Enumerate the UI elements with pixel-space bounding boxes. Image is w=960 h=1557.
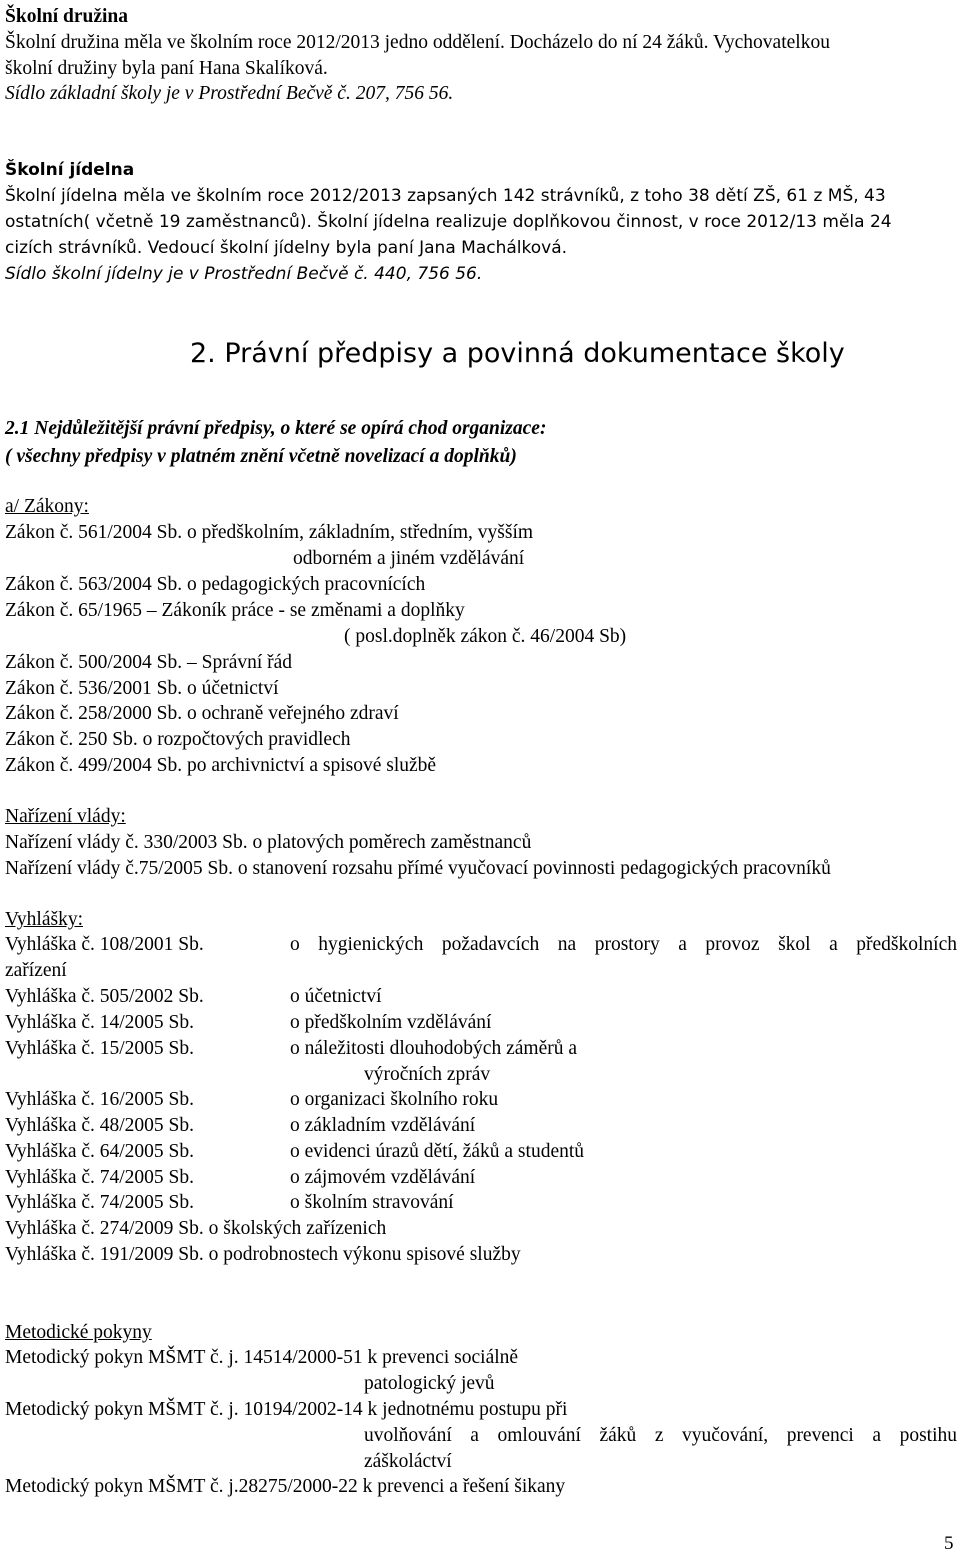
zakon-line: Zákon č. 500/2004 Sb. – Správní řád [5, 652, 293, 673]
vyhlaska-desc: o náležitosti dlouhodobých záměrů a [290, 1038, 577, 1059]
vyhlasky-heading: Vyhlášky: [5, 909, 83, 930]
jidelna-text-line-1: Školní jídelna měla ve školním roce 2012/2013 zapsaných 142 strávníků, z toho 38 dětí ZŠ, 61 z MŠ, 43 [5, 186, 886, 206]
zakon-line: Zákon č. 258/2000 Sb. o ochraně veřejného zdraví [5, 703, 399, 724]
zakon-line: Zákon č. 499/2004 Sb. po archivnictví a spisové službě [5, 755, 437, 776]
vyhlaska-desc: o zájmovém vzdělávání [290, 1167, 476, 1188]
vyhlaska-desc: o hygienických požadavcích na prostory a provoz škol a předškolních [290, 934, 957, 955]
vyhlaska-desc: o školním stravování [290, 1192, 454, 1213]
zakon-line: Zákon č. 65/1965 – Zákoník práce - se změnami a doplňky [5, 600, 465, 621]
zakon-line-continuation: ( posl.doplněk zákon č. 46/2004 Sb) [344, 626, 627, 647]
section-heading: 2. Právní předpisy a povinná dokumentace školy [190, 338, 845, 369]
vyhlaska-code: Vyhláška č. 15/2005 Sb. [5, 1038, 195, 1059]
vyhlaska-line: Vyhláška č. 191/2009 Sb. o podrobnostech výkonu spisové služby [5, 1244, 521, 1265]
zakon-line: Zákon č. 250 Sb. o rozpočtových pravidlech [5, 729, 351, 750]
metodicky-pokyn-line: Metodický pokyn MŠMT č. j. 10194/2002-14 k jednotnému postupu při [5, 1399, 568, 1420]
zakon-line-continuation: odborném a jiném vzdělávání [293, 548, 525, 569]
vyhlaska-code: Vyhláška č. 505/2002 Sb. [5, 986, 204, 1007]
vyhlaska-code: Vyhláška č. 74/2005 Sb. [5, 1167, 195, 1188]
narizeni-line: Nařízení vlády č.75/2005 Sb. o stanovení rozsahu přímé vyučovací povinnosti pedagogických pracovníků [5, 858, 831, 879]
vyhlaska-code: Vyhláška č. 74/2005 Sb. [5, 1192, 195, 1213]
page-number: 5 [944, 1533, 954, 1554]
jidelna-title: Školní jídelna [5, 160, 135, 180]
metodicky-pokyn-continuation: záškoláctví [364, 1451, 452, 1472]
druzina-text-line-1: Školní družina měla ve školním roce 2012/2013 jedno oddělení. Docházelo do ní 24 žáků. Vychovatelkou [5, 32, 830, 53]
jidelna-text-line-2: ostatních( včetně 19 zaměstnanců). Školní jídelna realizuje doplňkovou činnost, v roce 2012/13 měla 24 [5, 212, 892, 232]
vyhlaska-line: Vyhláška č. 274/2009 Sb. o školských zařízenich [5, 1218, 387, 1239]
zakon-line: Zákon č. 563/2004 Sb. o pedagogických pracovnících [5, 574, 426, 595]
druzina-title: Školní družina [5, 6, 129, 27]
vyhlaska-desc: o organizaci školního roku [290, 1089, 499, 1110]
vyhlaska-desc: o základním vzdělávání [290, 1115, 476, 1136]
metodicky-pokyn-continuation: uvolňování a omlouvání žáků z vyučování, prevenci a postihu [364, 1425, 957, 1446]
metodicky-pokyn-line: Metodický pokyn MŠMT č. j.28275/2000-22 k prevenci a řešení šikany [5, 1476, 566, 1497]
druzina-seat: Sídlo základní školy je v Prostřední Bečvě č. 207, 756 56. [5, 83, 454, 104]
metodicky-pokyn-continuation: patologický jevů [364, 1373, 495, 1394]
jidelna-text-line-3: cizích strávníků. Vedoucí školní jídelny byla paní Jana Machálková. [5, 238, 568, 258]
vyhlaska-desc: o předškolním vzdělávání [290, 1012, 492, 1033]
zakon-line: Zákon č. 561/2004 Sb. o předškolním, základním, středním, vyšším [5, 522, 534, 543]
vyhlaska-desc: o evidenci úrazů dětí, žáků a studentů [290, 1141, 585, 1162]
jidelna-seat: Sídlo školní jídelny je v Prostřední Bečvě č. 440, 756 56. [5, 264, 483, 284]
vyhlaska-desc-continuation: zařízení [5, 960, 67, 981]
vyhlaska-code: Vyhláška č. 64/2005 Sb. [5, 1141, 195, 1162]
zakony-heading: a/ Zákony: [5, 496, 89, 517]
narizeni-line: Nařízení vlády č. 330/2003 Sb. o platových poměrech zaměstnanců [5, 832, 532, 853]
zakon-line: Zákon č. 536/2001 Sb. o účetnictví [5, 678, 279, 699]
metodicky-pokyn-line: Metodický pokyn MŠMT č. j. 14514/2000-51 k prevenci sociálně [5, 1347, 519, 1368]
narizeni-heading: Nařízení vlády: [5, 806, 126, 827]
druzina-text-line-2: školní družiny byla paní Hana Skalíková. [5, 58, 328, 79]
metodicke-heading: Metodické pokyny [5, 1322, 152, 1343]
vyhlaska-desc-continuation: výročních zpráv [364, 1064, 491, 1085]
vyhlaska-code: Vyhláška č. 14/2005 Sb. [5, 1012, 195, 1033]
vyhlaska-desc: o účetnictví [290, 986, 382, 1007]
subsection-note: ( všechny předpisy v platném znění včetně novelizací a doplňků) [5, 446, 517, 467]
vyhlaska-code: Vyhláška č. 108/2001 Sb. [5, 934, 204, 955]
subsection-title: 2.1 Nejdůležitější právní předpisy, o které se opírá chod organizace: [5, 418, 547, 439]
vyhlaska-code: Vyhláška č. 48/2005 Sb. [5, 1115, 195, 1136]
vyhlaska-code: Vyhláška č. 16/2005 Sb. [5, 1089, 195, 1110]
